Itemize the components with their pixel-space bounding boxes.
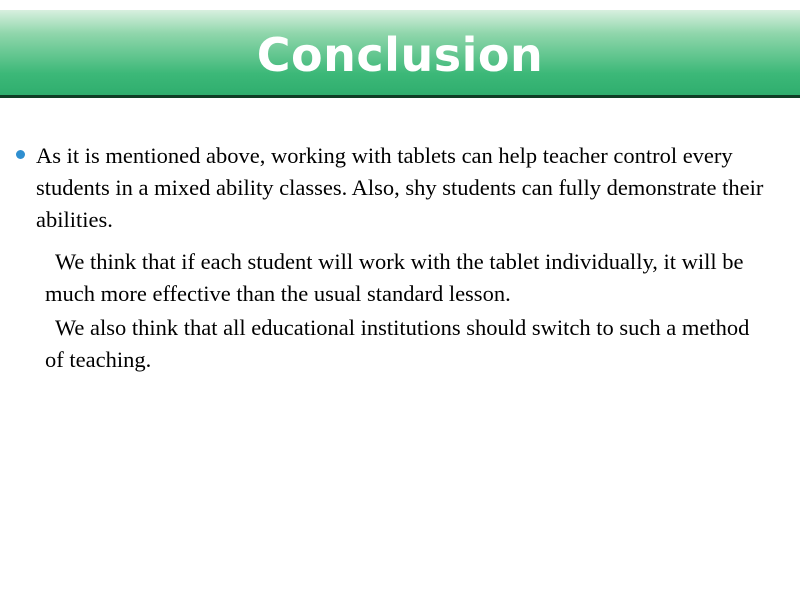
slide-title-banner (0, 10, 800, 98)
body-paragraph-2: We also think that all educational institutions should switch to such a method of teaching. (45, 314, 750, 372)
bullet-point-icon (16, 140, 36, 159)
page-title: Conclusion (256, 27, 544, 82)
bullet-dot-icon (16, 150, 25, 159)
body-paragraph-1: We think that if each student will work with the tablet individually, it will be much more effective than the usual standard lesson. (45, 248, 744, 306)
list-item-text: As it is mentioned above, working with tablets can help teacher control every students in a mixed ability classes. Also, shy students can fully demonstrate their abilities. (36, 143, 764, 232)
list-item (16, 140, 766, 236)
slide-body (0, 140, 800, 378)
